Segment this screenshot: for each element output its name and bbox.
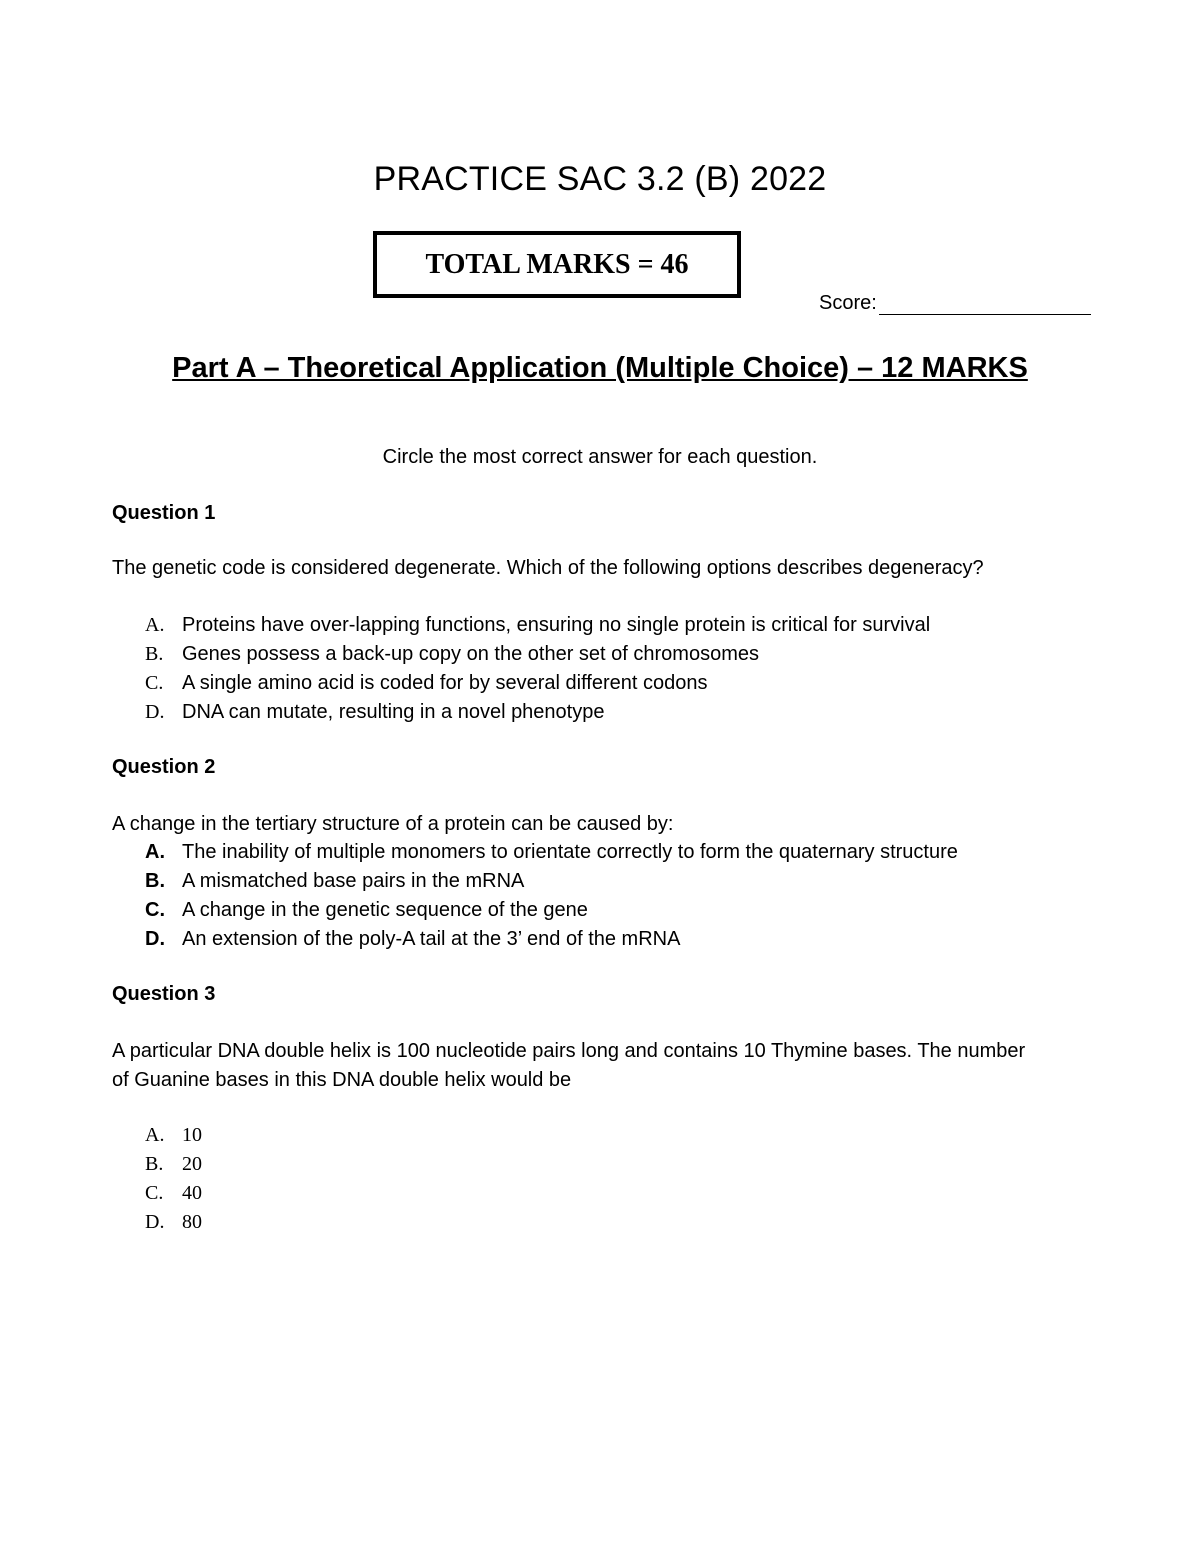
question-3-option-d[interactable] [145, 1208, 202, 1237]
total-marks-box [373, 231, 741, 298]
option-letter: C. [145, 1182, 164, 1204]
question-3-option-c[interactable] [145, 1179, 202, 1208]
question-1-options [145, 611, 930, 727]
option-text: 20 [182, 1153, 202, 1175]
option-letter: C. [145, 899, 165, 921]
option-letter: A. [145, 841, 165, 863]
question-1-option-c[interactable] [145, 669, 930, 698]
question-2-options [145, 838, 958, 954]
option-letter: A. [145, 1124, 165, 1146]
question-2-option-d[interactable] [145, 925, 958, 954]
question-1-title: Question 1 [112, 502, 216, 524]
question-2-text: A change in the tertiary structure of a protein can be caused by: [112, 813, 674, 835]
option-text: An extension of the poly-A tail at the 3’ end of the mRNA [182, 928, 681, 950]
question-1-option-a[interactable] [145, 611, 930, 640]
instruction-text: Circle the most correct answer for each question. [382, 446, 818, 468]
option-letter: A. [145, 614, 165, 636]
question-3-title: Question 3 [112, 983, 216, 1005]
question-3-option-a[interactable] [145, 1121, 202, 1150]
option-text: A single amino acid is coded for by several different codons [182, 672, 708, 694]
question-2-option-b[interactable] [145, 867, 958, 896]
option-letter: D. [145, 928, 165, 950]
option-letter: B. [145, 870, 165, 892]
page-title: PRACTICE SAC 3.2 (B) 2022 [373, 160, 827, 198]
score-label: Score: [819, 292, 877, 314]
option-text: The inability of multiple monomers to orientate correctly to form the quaternary structure [182, 841, 958, 863]
option-letter: D. [145, 1211, 165, 1233]
question-2-title: Question 2 [112, 756, 216, 778]
option-text: Genes possess a back-up copy on the other set of chromosomes [182, 643, 759, 665]
question-3-options [145, 1121, 202, 1237]
question-3-option-b[interactable] [145, 1150, 202, 1179]
option-letter: D. [145, 701, 165, 723]
option-letter: C. [145, 672, 164, 694]
option-text: A change in the genetic sequence of the gene [182, 899, 588, 921]
score-input-line[interactable] [879, 294, 1091, 315]
option-letter: B. [145, 1153, 164, 1175]
score-field [819, 292, 1091, 315]
question-1-option-d[interactable] [145, 698, 930, 727]
option-text: 80 [182, 1211, 202, 1233]
option-letter: B. [145, 643, 164, 665]
total-marks-label: TOTAL MARKS = 46 [425, 248, 689, 280]
option-text: A mismatched base pairs in the mRNA [182, 870, 525, 892]
question-1-option-b[interactable] [145, 640, 930, 669]
question-1-text: The genetic code is considered degenerate. Which of the following options describes degeneracy? [112, 557, 984, 579]
question-3-text: A particular DNA double helix is 100 nucleotide pairs long and contains 10 Thymine bases. The number of Guanine bases in this DNA double helix would be [112, 1040, 1026, 1091]
option-text: 10 [182, 1124, 202, 1146]
option-text: 40 [182, 1182, 202, 1204]
part-a-heading: Part A – Theoretical Application (Multiple Choice) – 12 MARKS [172, 352, 1028, 384]
option-text: DNA can mutate, resulting in a novel phenotype [182, 701, 605, 723]
option-text: Proteins have over-lapping functions, ensuring no single protein is critical for survival [182, 614, 931, 636]
question-2-option-c[interactable] [145, 896, 958, 925]
question-2-option-a[interactable] [145, 838, 958, 867]
